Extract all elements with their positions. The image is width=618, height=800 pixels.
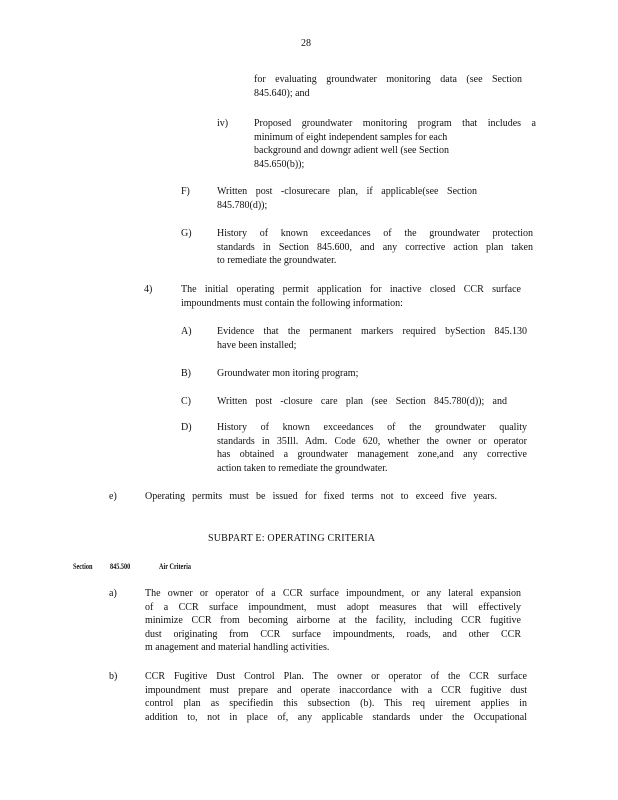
item-G-text bbox=[217, 227, 533, 268]
item-e-text bbox=[145, 490, 497, 504]
text-line: minimize CCR from becoming airborne at the facility, including CCR fugitive bbox=[145, 615, 521, 627]
item-B-text: Groundwater mon itoring program; bbox=[217, 368, 359, 379]
item-D-text bbox=[217, 421, 527, 475]
item-label-a: a) bbox=[109, 588, 117, 599]
text-line: Written post -closurecare plan, if applicable(see Section bbox=[217, 186, 477, 197]
subpart-heading: SUBPART E: OPERATING CRITERIA bbox=[208, 533, 376, 544]
item-label-B: B) bbox=[181, 368, 191, 379]
text-line: Evidence that the permanent markers required bySection 845.130 bbox=[217, 326, 527, 337]
text-line: Operating permits must be issued for fixed terms not to exceed five years. bbox=[145, 491, 497, 502]
text-line: History of known exceedances of the groundwater protection bbox=[217, 228, 533, 239]
section-label: Section bbox=[73, 562, 93, 571]
section-title: Air Criteria bbox=[159, 562, 191, 571]
text-line: standards in Section 845.600, and any corrective action plan taken bbox=[217, 241, 533, 253]
text-line: The initial operating permit application for inactive closed CCR surface bbox=[181, 284, 521, 295]
text-line: action taken to remediate the groundwater. bbox=[217, 462, 388, 474]
text-line: m anagement and material handling activities. bbox=[145, 642, 330, 654]
item-iv-text bbox=[254, 117, 536, 171]
text-line: addition to, not in place of, any applicable standards under the Occupational bbox=[145, 711, 527, 723]
text-line: have been installed; bbox=[217, 339, 297, 351]
item-label-A: A) bbox=[181, 326, 192, 337]
text-line: impoundments must contain the following information: bbox=[181, 297, 403, 309]
page-number: 28 bbox=[301, 38, 311, 49]
item-label-C: C) bbox=[181, 396, 191, 407]
item-A-text bbox=[217, 325, 527, 352]
item-continuation bbox=[254, 73, 522, 100]
item-b-text bbox=[145, 670, 527, 724]
text-line: CCR Fugitive Dust Control Plan. The owner or operator of the CCR surface bbox=[145, 671, 527, 682]
item-label-4: 4) bbox=[144, 284, 153, 295]
item-label-e: e) bbox=[109, 491, 117, 502]
text-line: 845.640); and bbox=[254, 87, 310, 99]
text-line: for evaluating groundwater monitoring data (see Section bbox=[254, 74, 522, 85]
item-4-text bbox=[181, 283, 521, 310]
text-line: History of known exceedances of the groundwater quality bbox=[217, 422, 527, 433]
section-number: 845.500 bbox=[110, 562, 131, 571]
item-a-text bbox=[145, 587, 521, 655]
item-F-text bbox=[217, 185, 477, 212]
text-line: impoundment must prepare and operate inaccordance with a CCR fugitive dust bbox=[145, 684, 527, 696]
text-line: has obtained a groundwater management zone,and any corrective bbox=[217, 449, 527, 461]
text-line: standards in 35Ill. Adm. Code 620, whether the owner or operator bbox=[217, 435, 527, 447]
text-line: 845.780(d)); bbox=[217, 199, 268, 211]
text-line: The owner or operator of a CCR surface impoundment, or any lateral expansion bbox=[145, 588, 521, 599]
text-line: dust originating from CCR surface impoundments, roads, and other CCR bbox=[145, 628, 521, 640]
text-line: background and downgr adient well (see Section bbox=[254, 145, 449, 157]
text-line: of a CCR surface impoundment, must adopt measures that will effectively bbox=[145, 601, 521, 613]
text-line: to remediate the groundwater. bbox=[217, 255, 337, 267]
item-label-D: D) bbox=[181, 422, 192, 433]
text-line: Written post -closure care plan (see Section 845.780(d)); and bbox=[217, 396, 507, 407]
item-C-text bbox=[217, 395, 507, 409]
item-label-b: b) bbox=[109, 671, 118, 682]
text-line: control plan as specifiedin this subsection (b). This req uirement applies in bbox=[145, 698, 527, 710]
text-line: minimum of eight independent samples for each bbox=[254, 131, 448, 143]
item-label-iv: iv) bbox=[217, 118, 229, 129]
text-line: 845.650(b)); bbox=[254, 158, 305, 170]
item-label-F: F) bbox=[181, 186, 190, 197]
item-label-G: G) bbox=[181, 228, 192, 239]
text-line: Proposed groundwater monitoring program that includes a bbox=[254, 118, 536, 129]
